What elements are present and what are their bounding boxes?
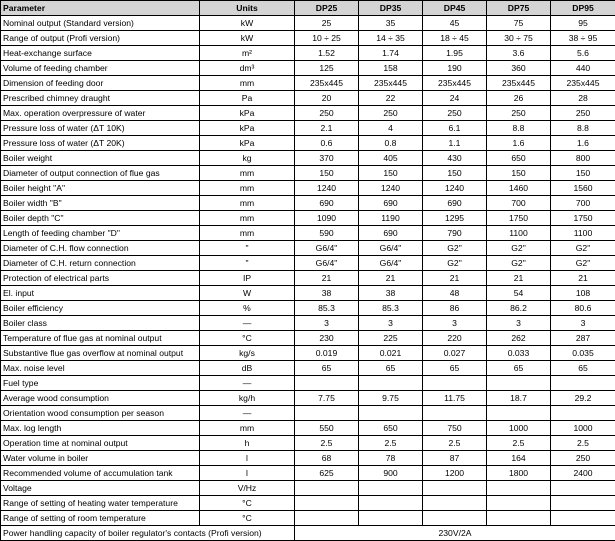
value-cell xyxy=(551,481,615,496)
table-row xyxy=(1,181,615,196)
value-cell xyxy=(359,406,423,421)
table-row xyxy=(1,331,615,346)
value-cell xyxy=(359,496,423,511)
value-cell: 2.5 xyxy=(423,436,487,451)
value-cell: 78 xyxy=(359,451,423,466)
header-row xyxy=(1,1,615,16)
value-cell: 8.8 xyxy=(487,121,551,136)
value-cell: 35 xyxy=(359,16,423,31)
value-cell: 150 xyxy=(359,166,423,181)
parameter-cell: Boiler depth "C" xyxy=(1,211,200,226)
value-cell: 150 xyxy=(551,166,615,181)
header-model: DP45 xyxy=(423,1,487,16)
value-cell: 1.6 xyxy=(487,136,551,151)
value-cell: 250 xyxy=(359,106,423,121)
parameter-cell: Orientation wood consumption per season xyxy=(1,406,200,421)
value-cell: 95 xyxy=(551,16,615,31)
parameter-cell: Boiler efficiency xyxy=(1,301,200,316)
value-cell: 20 xyxy=(295,91,359,106)
value-cell: 38 xyxy=(359,286,423,301)
unit-cell: mm xyxy=(200,421,295,436)
value-cell: 164 xyxy=(487,451,551,466)
value-cell: 0.021 xyxy=(359,346,423,361)
table-row xyxy=(1,496,615,511)
parameter-cell: Recommended volume of accumulation tank xyxy=(1,466,200,481)
value-cell: 65 xyxy=(295,361,359,376)
value-cell: 1460 xyxy=(487,181,551,196)
value-cell: 900 xyxy=(359,466,423,481)
value-cell: 150 xyxy=(423,166,487,181)
parameter-cell: Max. noise level xyxy=(1,361,200,376)
unit-cell: h xyxy=(200,436,295,451)
unit-cell: " xyxy=(200,256,295,271)
value-cell: 2.5 xyxy=(551,436,615,451)
value-cell: 3 xyxy=(551,316,615,331)
value-cell: 1.52 xyxy=(295,46,359,61)
unit-cell: mm xyxy=(200,181,295,196)
table-row xyxy=(1,76,615,91)
value-cell: 38 ÷ 95 xyxy=(551,31,615,46)
value-cell: 8.8 xyxy=(551,121,615,136)
value-cell: 1560 xyxy=(551,181,615,196)
unit-cell: kg/h xyxy=(200,391,295,406)
parameter-cell: Max. log length xyxy=(1,421,200,436)
table-row xyxy=(1,61,615,76)
parameter-cell: Boiler height "A" xyxy=(1,181,200,196)
value-cell: 2.5 xyxy=(295,436,359,451)
unit-cell: mm xyxy=(200,76,295,91)
table-row xyxy=(1,256,615,271)
value-cell: 150 xyxy=(487,166,551,181)
value-cell: 235x445 xyxy=(295,76,359,91)
value-cell: 1295 xyxy=(423,211,487,226)
value-cell: 26 xyxy=(487,91,551,106)
value-cell: 250 xyxy=(423,106,487,121)
value-cell: G6/4" xyxy=(359,256,423,271)
table-row xyxy=(1,316,615,331)
value-cell: 65 xyxy=(359,361,423,376)
value-cell: 9.75 xyxy=(359,391,423,406)
parameter-cell: El. input xyxy=(1,286,200,301)
unit-cell: kPa xyxy=(200,136,295,151)
value-cell: 235x445 xyxy=(551,76,615,91)
value-cell xyxy=(551,511,615,526)
value-cell xyxy=(295,481,359,496)
value-cell: G2" xyxy=(551,241,615,256)
parameter-cell: Power handling capacity of boiler regulator's contacts (Profi version) xyxy=(1,526,295,541)
unit-cell: — xyxy=(200,406,295,421)
parameter-cell: Heat-exchange surface xyxy=(1,46,200,61)
parameter-cell: Temperature of flue gas at nominal output xyxy=(1,331,200,346)
unit-cell: kPa xyxy=(200,106,295,121)
value-cell: 1100 xyxy=(551,226,615,241)
value-cell xyxy=(359,511,423,526)
value-cell: 30 ÷ 75 xyxy=(487,31,551,46)
unit-cell: kW xyxy=(200,31,295,46)
value-cell xyxy=(551,496,615,511)
unit-cell: mm xyxy=(200,226,295,241)
table-row xyxy=(1,526,615,541)
table-row xyxy=(1,346,615,361)
table-row xyxy=(1,136,615,151)
value-cell: 0.6 xyxy=(295,136,359,151)
value-cell: G2" xyxy=(423,256,487,271)
unit-cell: dm³ xyxy=(200,61,295,76)
value-cell xyxy=(295,511,359,526)
value-cell xyxy=(359,481,423,496)
value-cell: G6/4" xyxy=(295,241,359,256)
value-cell: 430 xyxy=(423,151,487,166)
value-cell: G2" xyxy=(487,256,551,271)
unit-cell: mm xyxy=(200,166,295,181)
unit-cell: dB xyxy=(200,361,295,376)
value-cell: 650 xyxy=(487,151,551,166)
table-row xyxy=(1,151,615,166)
value-cell: G2" xyxy=(551,256,615,271)
value-cell: 230 xyxy=(295,331,359,346)
value-cell: 87 xyxy=(423,451,487,466)
value-cell: 690 xyxy=(423,196,487,211)
value-cell: 2.5 xyxy=(487,436,551,451)
value-cell: 21 xyxy=(551,271,615,286)
unit-cell: mm xyxy=(200,196,295,211)
value-cell xyxy=(295,406,359,421)
value-cell: 2.5 xyxy=(359,436,423,451)
value-cell: 38 xyxy=(295,286,359,301)
value-cell xyxy=(423,511,487,526)
value-cell: 230V/2A xyxy=(295,526,615,541)
value-cell: 370 xyxy=(295,151,359,166)
value-cell: 1.1 xyxy=(423,136,487,151)
value-cell: 1190 xyxy=(359,211,423,226)
table-row xyxy=(1,406,615,421)
value-cell: 405 xyxy=(359,151,423,166)
unit-cell: IP xyxy=(200,271,295,286)
unit-cell: — xyxy=(200,376,295,391)
parameter-cell: Range of setting of room temperature xyxy=(1,511,200,526)
parameter-cell: Water volume in boiler xyxy=(1,451,200,466)
value-cell: 800 xyxy=(551,151,615,166)
unit-cell: — xyxy=(200,316,295,331)
value-cell: 625 xyxy=(295,466,359,481)
header-parameter: Parameter xyxy=(1,1,200,16)
parameter-cell: Boiler weight xyxy=(1,151,200,166)
unit-cell: l xyxy=(200,466,295,481)
value-cell: 700 xyxy=(551,196,615,211)
unit-cell: kg xyxy=(200,151,295,166)
value-cell xyxy=(423,496,487,511)
value-cell: 21 xyxy=(295,271,359,286)
table-row xyxy=(1,301,615,316)
unit-cell: kPa xyxy=(200,121,295,136)
value-cell xyxy=(423,376,487,391)
value-cell: 18.7 xyxy=(487,391,551,406)
parameter-cell: Length of feeding chamber "D" xyxy=(1,226,200,241)
header-model: DP95 xyxy=(551,1,615,16)
parameter-cell: Diameter of output connection of flue gas xyxy=(1,166,200,181)
value-cell: 790 xyxy=(423,226,487,241)
value-cell: 1240 xyxy=(295,181,359,196)
parameter-cell: Diameter of C.H. flow connection xyxy=(1,241,200,256)
value-cell: 1100 xyxy=(487,226,551,241)
value-cell: 750 xyxy=(423,421,487,436)
table-row xyxy=(1,211,615,226)
parameter-cell: Range of setting of heating water temperature xyxy=(1,496,200,511)
parameter-cell: Prescribed chimney draught xyxy=(1,91,200,106)
table-row xyxy=(1,91,615,106)
value-cell: 25 xyxy=(295,16,359,31)
value-cell: 65 xyxy=(551,361,615,376)
table-row xyxy=(1,196,615,211)
table-body xyxy=(1,16,615,541)
parameter-cell: Diameter of C.H. return connection xyxy=(1,256,200,271)
parameter-cell: Pressure loss of water (ΔT 10K) xyxy=(1,121,200,136)
parameter-cell: Range of output (Profi version) xyxy=(1,31,200,46)
parameter-cell: Boiler class xyxy=(1,316,200,331)
value-cell xyxy=(487,481,551,496)
value-cell: G6/4" xyxy=(359,241,423,256)
value-cell: 590 xyxy=(295,226,359,241)
value-cell: 690 xyxy=(359,196,423,211)
value-cell: 1.6 xyxy=(551,136,615,151)
table-row xyxy=(1,16,615,31)
value-cell: 125 xyxy=(295,61,359,76)
value-cell: 650 xyxy=(359,421,423,436)
value-cell xyxy=(551,406,615,421)
table-row xyxy=(1,511,615,526)
parameter-cell: Pressure loss of water (ΔT 20K) xyxy=(1,136,200,151)
value-cell: 54 xyxy=(487,286,551,301)
table-row xyxy=(1,226,615,241)
value-cell: 3 xyxy=(295,316,359,331)
table-row xyxy=(1,436,615,451)
value-cell: 235x445 xyxy=(487,76,551,91)
header-model: DP35 xyxy=(359,1,423,16)
value-cell: 440 xyxy=(551,61,615,76)
table-row xyxy=(1,481,615,496)
value-cell xyxy=(295,376,359,391)
value-cell: 158 xyxy=(359,61,423,76)
value-cell: 690 xyxy=(359,226,423,241)
value-cell: 24 xyxy=(423,91,487,106)
value-cell xyxy=(487,406,551,421)
unit-cell: mm xyxy=(200,211,295,226)
value-cell: 21 xyxy=(359,271,423,286)
value-cell: 45 xyxy=(423,16,487,31)
value-cell: 6.1 xyxy=(423,121,487,136)
table-row xyxy=(1,376,615,391)
value-cell: 1.95 xyxy=(423,46,487,61)
header-units: Units xyxy=(200,1,295,16)
value-cell: 80.6 xyxy=(551,301,615,316)
table-row xyxy=(1,241,615,256)
table-row xyxy=(1,166,615,181)
parameter-cell: Average wood consumption xyxy=(1,391,200,406)
parameter-cell: Protection of electrical parts xyxy=(1,271,200,286)
table-row xyxy=(1,391,615,406)
unit-cell: kg/s xyxy=(200,346,295,361)
value-cell: 1090 xyxy=(295,211,359,226)
value-cell: 1800 xyxy=(487,466,551,481)
value-cell: 85.3 xyxy=(359,301,423,316)
value-cell: 250 xyxy=(487,106,551,121)
value-cell: 250 xyxy=(551,106,615,121)
value-cell: 690 xyxy=(295,196,359,211)
value-cell: 11.75 xyxy=(423,391,487,406)
value-cell: 235x445 xyxy=(423,76,487,91)
unit-cell: m² xyxy=(200,46,295,61)
value-cell: 29.2 xyxy=(551,391,615,406)
parameter-cell: Volume of feeding chamber xyxy=(1,61,200,76)
unit-cell: Pa xyxy=(200,91,295,106)
value-cell xyxy=(487,376,551,391)
value-cell: 262 xyxy=(487,331,551,346)
unit-cell: kW xyxy=(200,16,295,31)
header-model: DP25 xyxy=(295,1,359,16)
header-model: DP75 xyxy=(487,1,551,16)
value-cell: 68 xyxy=(295,451,359,466)
unit-cell: V/Hz xyxy=(200,481,295,496)
value-cell xyxy=(423,406,487,421)
value-cell: 0.035 xyxy=(551,346,615,361)
table-row xyxy=(1,271,615,286)
value-cell: 550 xyxy=(295,421,359,436)
table-row xyxy=(1,46,615,61)
table-row xyxy=(1,361,615,376)
unit-cell: °C xyxy=(200,511,295,526)
parameter-cell: Substantive flue gas overflow at nominal output xyxy=(1,346,200,361)
value-cell xyxy=(551,376,615,391)
value-cell: 3 xyxy=(423,316,487,331)
value-cell: 86 xyxy=(423,301,487,316)
value-cell: 4 xyxy=(359,121,423,136)
value-cell: 1750 xyxy=(487,211,551,226)
value-cell: 22 xyxy=(359,91,423,106)
value-cell: 250 xyxy=(295,106,359,121)
value-cell: 1000 xyxy=(487,421,551,436)
parameter-cell: Dimension of feeding door xyxy=(1,76,200,91)
value-cell: 3 xyxy=(487,316,551,331)
value-cell: 0.033 xyxy=(487,346,551,361)
value-cell: 48 xyxy=(423,286,487,301)
value-cell: 7.75 xyxy=(295,391,359,406)
value-cell: 250 xyxy=(551,451,615,466)
value-cell: 287 xyxy=(551,331,615,346)
value-cell: 14 ÷ 35 xyxy=(359,31,423,46)
value-cell: 1000 xyxy=(551,421,615,436)
value-cell: 190 xyxy=(423,61,487,76)
value-cell: 21 xyxy=(487,271,551,286)
value-cell: 150 xyxy=(295,166,359,181)
value-cell: G2" xyxy=(487,241,551,256)
parameter-cell: Operation time at nominal output xyxy=(1,436,200,451)
parameter-cell: Max. operation overpressure of water xyxy=(1,106,200,121)
parameter-cell: Boiler width "B" xyxy=(1,196,200,211)
table-row xyxy=(1,466,615,481)
value-cell: 3 xyxy=(359,316,423,331)
table-row xyxy=(1,31,615,46)
value-cell: 0.019 xyxy=(295,346,359,361)
value-cell: 1750 xyxy=(551,211,615,226)
value-cell: 3.6 xyxy=(487,46,551,61)
value-cell: G6/4" xyxy=(295,256,359,271)
value-cell: 85.3 xyxy=(295,301,359,316)
unit-cell: % xyxy=(200,301,295,316)
unit-cell: " xyxy=(200,241,295,256)
value-cell: 10 ÷ 25 xyxy=(295,31,359,46)
value-cell: 65 xyxy=(423,361,487,376)
value-cell: 1200 xyxy=(423,466,487,481)
value-cell: 220 xyxy=(423,331,487,346)
unit-cell: °C xyxy=(200,331,295,346)
unit-cell: W xyxy=(200,286,295,301)
value-cell: 5.6 xyxy=(551,46,615,61)
value-cell: 2400 xyxy=(551,466,615,481)
value-cell xyxy=(295,496,359,511)
value-cell: 1.74 xyxy=(359,46,423,61)
table-row xyxy=(1,121,615,136)
unit-cell: °C xyxy=(200,496,295,511)
table-row xyxy=(1,451,615,466)
table-row xyxy=(1,286,615,301)
value-cell: 75 xyxy=(487,16,551,31)
value-cell: 65 xyxy=(487,361,551,376)
value-cell: 700 xyxy=(487,196,551,211)
value-cell: 0.027 xyxy=(423,346,487,361)
parameter-cell: Fuel type xyxy=(1,376,200,391)
value-cell: 360 xyxy=(487,61,551,76)
table-row xyxy=(1,421,615,436)
value-cell: G2" xyxy=(423,241,487,256)
value-cell: 18 ÷ 45 xyxy=(423,31,487,46)
unit-cell: l xyxy=(200,451,295,466)
value-cell xyxy=(359,376,423,391)
value-cell xyxy=(487,496,551,511)
value-cell xyxy=(423,481,487,496)
value-cell: 225 xyxy=(359,331,423,346)
value-cell: 235x445 xyxy=(359,76,423,91)
parameter-cell: Voltage xyxy=(1,481,200,496)
value-cell xyxy=(487,511,551,526)
value-cell: 2.1 xyxy=(295,121,359,136)
value-cell: 21 xyxy=(423,271,487,286)
value-cell: 108 xyxy=(551,286,615,301)
value-cell: 1240 xyxy=(423,181,487,196)
value-cell: 28 xyxy=(551,91,615,106)
parameter-cell: Nominal output (Standard version) xyxy=(1,16,200,31)
value-cell: 0.8 xyxy=(359,136,423,151)
table-row xyxy=(1,106,615,121)
value-cell: 1240 xyxy=(359,181,423,196)
value-cell: 86.2 xyxy=(487,301,551,316)
